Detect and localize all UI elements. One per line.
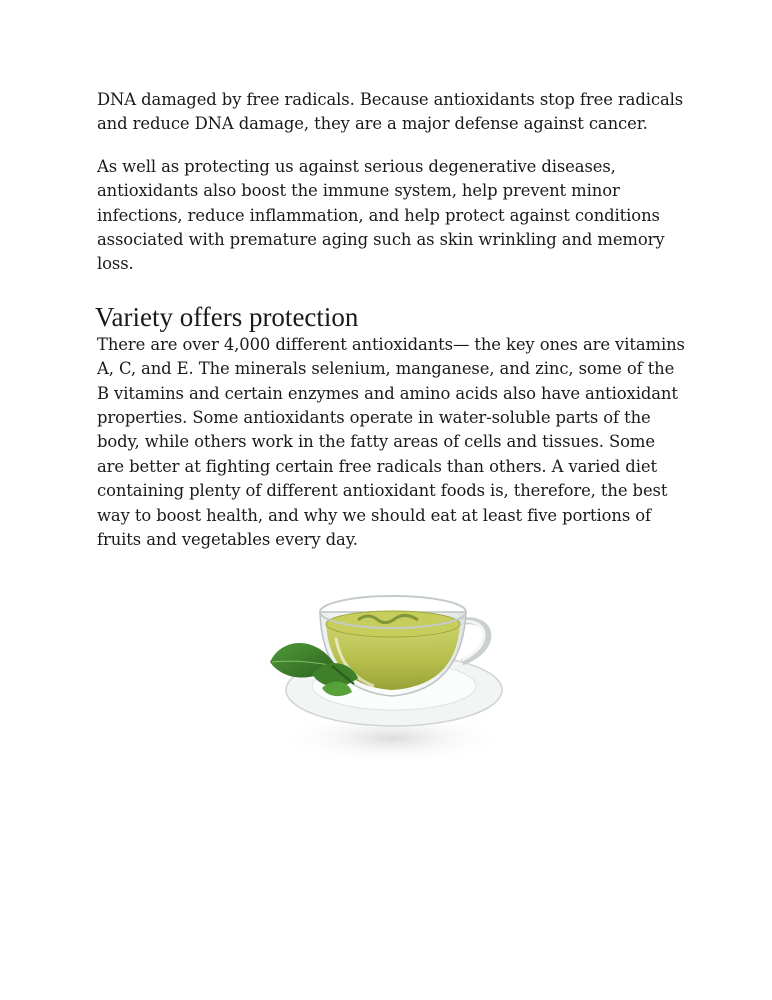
section-heading: Variety offers protection — [95, 301, 359, 332]
variety-paragraph: There are over 4,000 different antioxidants— the key ones are vitamins A, C, and E. The minerals selenium, manganese, and zinc, some of the B vitamins and certain enzymes and amino acids also have antioxidant properties. Some antioxidants operate in water-soluble parts of the body, while others work in the fatty areas of cells and tissues. Some are better at fighting certain free radicals than others. A varied diet containing plenty of different antioxidant foods is, therefore, the best way to boost health, and why we should eat at least five portions of fruits and vegetables every day. — [97, 334, 685, 550]
document-page — [97, 88, 687, 553]
intro-paragraph: DNA damaged by free radicals. Because antioxidants stop free radicals and reduce DNA damage, they are a major defense against cancer. — [97, 90, 684, 134]
benefits-paragraph: As well as protecting us against serious degenerative diseases, antioxidants also boost the immune system, help prevent minor infections, reduce inflammation, and help protect against conditions associated with premature aging such as skin wrinkling and memory loss. — [97, 156, 665, 274]
green-tea-cup-image — [262, 578, 512, 768]
